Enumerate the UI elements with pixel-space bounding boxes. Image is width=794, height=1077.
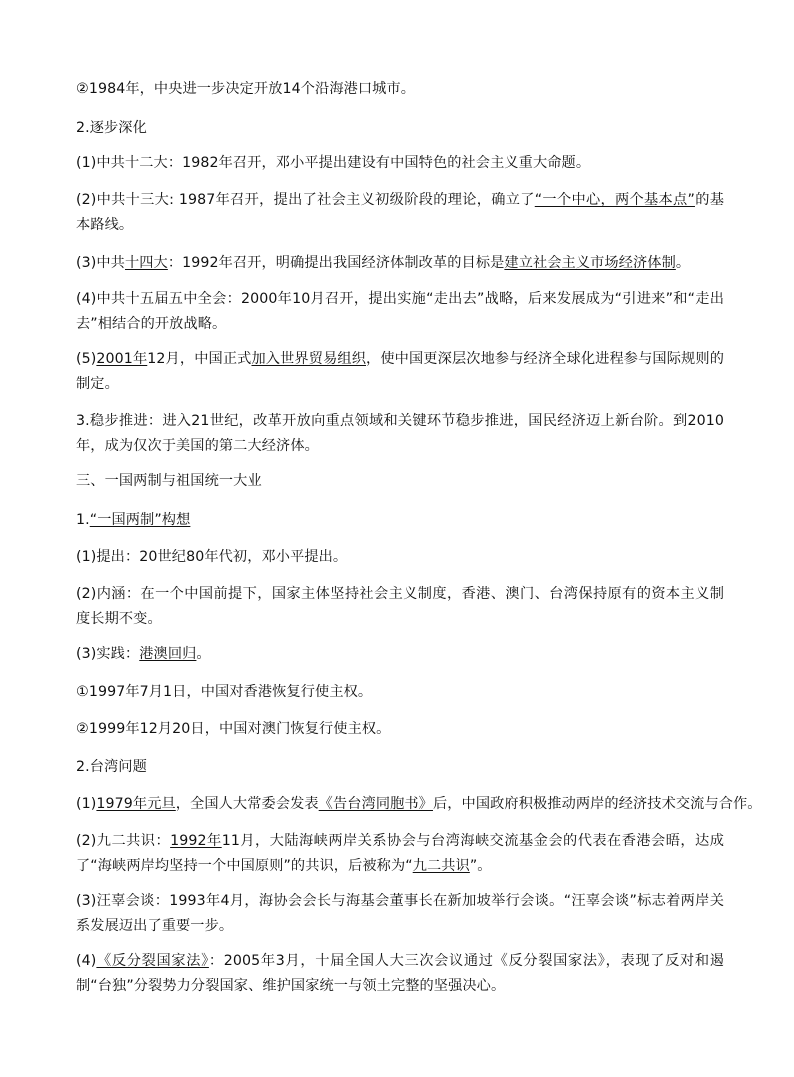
underlined-term: 《反分裂国家法》	[96, 953, 209, 969]
text-segment: ：1992年召开，明确提出我国经济体制改革的目标是	[167, 255, 505, 271]
text-segment: 的基本路线。	[76, 192, 724, 233]
underlined-term: “一国两制”构想	[89, 512, 191, 528]
paragraph-anti-secession-law	[76, 949, 724, 999]
text-segment: (3)实践：	[76, 646, 140, 662]
paragraph-12th-congress	[76, 151, 724, 176]
paragraph-wang-gu-talks	[76, 889, 724, 939]
text-segment: ：2005年3月，十届全国人大三次会议通过《反分裂国家法》，表现了反对和遏制“台独”分裂势力分裂国家、维护国家统一与领土完整的坚强决心。	[76, 953, 724, 994]
text-segment: (3)汪辜会谈：1993年4月，海协会会长与海基会董事长在新加坡举行会谈。“汪辜会谈”标志着两岸关系发展迈出了重要一步。	[76, 893, 724, 934]
text-segment: 2.台湾问题	[76, 759, 147, 775]
underlined-term: 加入世界贸易组织	[251, 351, 367, 367]
paragraph-13th-congress	[76, 188, 724, 238]
heading-deepening	[76, 116, 724, 141]
text-segment: ”。	[469, 858, 492, 874]
paragraph-14th-congress	[76, 251, 724, 276]
text-segment: ，全国人大常委会发表	[175, 796, 319, 812]
paragraph-1979-message	[76, 792, 762, 817]
section-heading-reunification	[76, 469, 724, 494]
text-segment: (4)	[76, 953, 97, 969]
text-segment: (1)提出：20世纪80年代初，邓小平提出。	[76, 549, 348, 565]
underlined-term: 1979年元旦	[96, 796, 176, 812]
heading-taiwan-question	[76, 755, 724, 780]
text-segment: (1)中共十二大：1982年召开，邓小平提出建设有中国特色的社会主义重大命题。	[76, 155, 591, 171]
underlined-term: “一个中心，两个基本点”	[534, 192, 695, 208]
paragraph-steady-progress	[76, 409, 724, 459]
paragraph-macau	[76, 717, 724, 742]
underlined-term: 《告台湾同胞书》	[318, 796, 433, 812]
text-segment: 。	[675, 255, 691, 271]
text-segment: ，使中国更深层次地参与经济全球化进程参与国际规则的制定。	[76, 351, 724, 392]
underlined-term: 港澳回归	[139, 646, 197, 662]
text-segment: 12月，中国正式	[147, 351, 252, 367]
paragraph-connotation	[76, 582, 724, 632]
underlined-term: 2001年	[96, 351, 148, 367]
text-segment: 三、一国两制与祖国统一大业	[76, 473, 262, 489]
underlined-term: 建立社会主义市场经济体制	[504, 255, 676, 271]
text-segment: (2)内涵：在一个中国前提下，国家主体坚持社会主义制度，香港、澳门、台湾保持原有的资本主义制度长期不变。	[76, 586, 724, 627]
paragraph-wto	[76, 347, 724, 397]
paragraph-hong-kong	[76, 680, 724, 705]
text-segment: 。	[196, 646, 211, 662]
underlined-term: 九二共识	[412, 858, 470, 874]
underlined-term: 十四大	[124, 255, 168, 271]
text-segment: (1)	[76, 796, 97, 812]
text-segment: (2)九二共识：	[76, 833, 171, 849]
text-segment: 11月，大陆海峡两岸关系协会与台湾海峡交流基金会的代表在香港会晤，达成了“海峡两岸均坚持一个中国原则”的共识，后被称为“	[76, 833, 724, 874]
text-segment: (2)中共十三大: 1987年召开，提出了社会主义初级阶段的理论，确立了	[76, 192, 535, 208]
text-segment: 1.	[76, 512, 90, 528]
paragraph-15th-plenum	[76, 287, 724, 337]
text-segment: 后，中国政府积极推动两岸的经济技术交流与合作。	[432, 796, 762, 812]
text-segment: (3)中共	[76, 255, 125, 271]
text-segment: 2.逐步深化	[76, 120, 147, 136]
paragraph-proposal	[76, 545, 724, 570]
paragraph-1992-consensus	[76, 829, 724, 879]
paragraph-coastal-cities	[76, 77, 724, 102]
text-segment: (5)	[76, 351, 97, 367]
text-segment: ②1999年12月20日，中国对澳门恢复行使主权。	[76, 721, 391, 737]
text-segment: ②1984年，中央进一步决定开放14个沿海港口城市。	[76, 81, 416, 97]
text-segment: 3.稳步推进：进入21世纪，改革开放向重点领域和关键环节稳步推进，国民经济迈上新台阶。到2010年，成为仅次于美国的第二大经济体。	[76, 413, 724, 454]
heading-one-country-two-systems	[76, 508, 724, 533]
underlined-term: 1992年	[170, 833, 222, 849]
text-segment: ①1997年7月1日，中国对香港恢复行使主权。	[76, 684, 373, 700]
paragraph-practice	[76, 642, 724, 667]
text-segment: (4)中共十五届五中全会：2000年10月召开，提出实施“走出去”战略，后来发展成为“引进来”和“走出去”相结合的开放战略。	[76, 291, 724, 332]
